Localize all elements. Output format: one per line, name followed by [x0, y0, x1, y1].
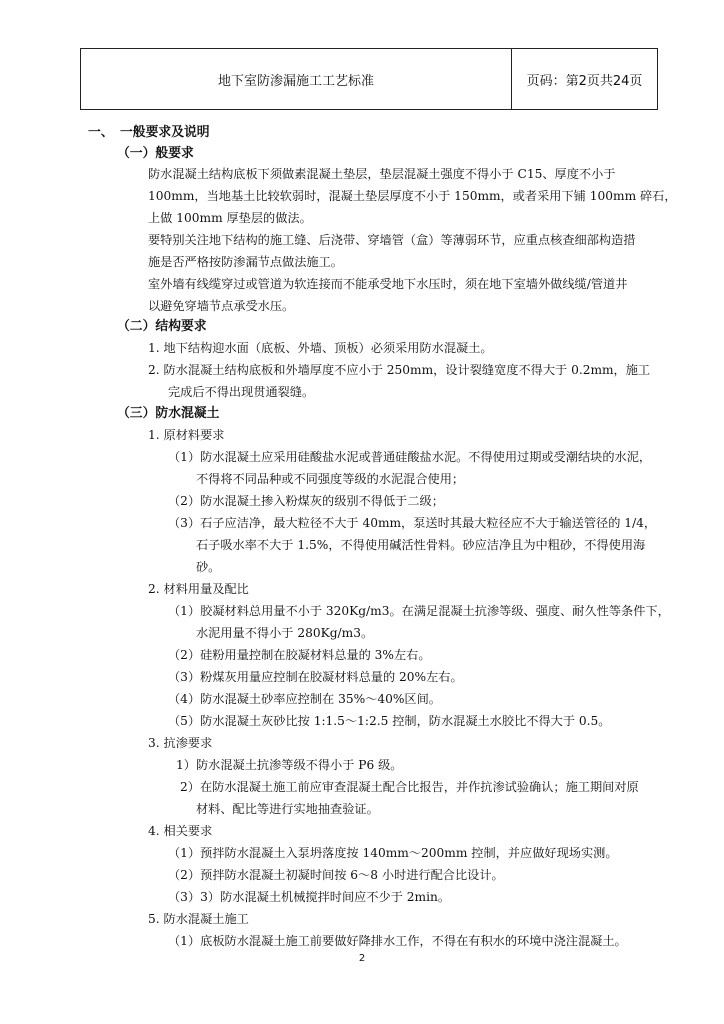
subsection-heading: （二）结构要求: [117, 319, 207, 334]
subsection-heading: （一）般要求: [117, 146, 194, 161]
paragraph-line: 室外墙有线缆穿过或管道为软连接而不能承受地下水压时，须在地下室墙外做线缆/管道井: [148, 277, 628, 291]
list-item: 5. 防水混凝土施工: [148, 912, 249, 926]
list-item: 2）在防水混凝土施工前应审查混凝土配合比报告，并作抗渗试验确认；施工期间对原: [180, 780, 639, 794]
list-item: 1. 地下结构迎水面（底板、外墙、顶板）必须采用防水混凝土。: [148, 341, 493, 355]
list-item: 1）防水混凝土抗渗等级不得小于 P6 级。: [176, 758, 403, 772]
section-number: 一、: [88, 125, 114, 140]
paragraph-line: 以避免穿墙节点承受水压。: [148, 299, 295, 313]
list-item: （3）3）防水混凝土机械搅拌时间应不少于 2min。: [168, 890, 451, 904]
list-item: 1. 原材料要求: [148, 428, 225, 442]
paragraph-line: 施是否严格按防渗漏节点做法施工。: [148, 255, 343, 269]
list-item-continuation: 材料、配比等进行实地抽查验证。: [196, 802, 379, 816]
list-item: （4）防水混凝土砂率应控制在 35%～40%区间。: [168, 692, 441, 706]
section-title: 一般要求及说明: [120, 125, 210, 140]
paragraph-line: 要特别关注地下结构的施工缝、后浇带、穿墙管（盒）等薄弱环节，应重点核查细部构造措: [148, 233, 636, 247]
paragraph-line: 100mm，当地基土比较软弱时，混凝土垫层厚度不小于 150mm，或者采用下铺 100mm 碎石，: [148, 189, 677, 203]
page-indicator: 页码：第2页共24页: [526, 73, 643, 89]
subsection-heading: （三）防水混凝土: [117, 406, 220, 421]
list-item-continuation: 完成后不得出现贯通裂缝。: [168, 385, 315, 399]
paragraph-line: 上做 100mm 厚垫层的做法。: [148, 211, 312, 225]
list-item: 2. 防水混凝土结构底板和外墙厚度不应小于 250mm，设计裂缝宽度不得大于 0.2mm，施工: [148, 363, 651, 377]
list-item-continuation: 水泥用量不得小于 280Kg/m3。: [196, 626, 374, 640]
document-title: 地下室防渗漏施工工艺标准: [81, 49, 512, 109]
list-item: （3）石子应洁净，最大粒径不大于 40mm，泵送时其最大粒径应不大于输送管径的 1/4，: [168, 516, 657, 530]
header-table: [80, 48, 658, 110]
list-item: （1）胶凝材料总用量不小于 320Kg/m3。在满足混凝土抗渗等级、强度、耐久性等条件下，: [168, 604, 670, 618]
list-item: 4. 相关要求: [148, 824, 213, 838]
list-item: 2. 材料用量及配比: [148, 582, 249, 596]
list-item: （2）硅粉用量控制在胶凝材料总量的 3%左右。: [168, 648, 431, 662]
page-number: 2: [358, 953, 366, 964]
list-item: （2）预拌防水混凝土初凝时间按 6～8 小时进行配合比设计。: [168, 868, 504, 882]
paragraph-line: 防水混凝土结构底板下须做素混凝土垫层，垫层混凝土强度不得小于 C15、厚度不小于: [148, 167, 616, 181]
list-item: 3. 抗渗要求: [148, 736, 213, 750]
list-item-continuation: 石子吸水率不大于 1.5%，不得使用碱活性骨料。砂应洁净且为中粗砂，不得使用海: [196, 538, 646, 552]
list-item: （1）底板防水混凝土施工前要做好降排水工作，不得在有积水的环境中浇注混凝土。: [168, 934, 627, 948]
list-item-continuation: 不得将不同品种或不同强度等级的水泥混合使用；: [196, 472, 465, 486]
list-item: （1）预拌防水混凝土入泵坍落度按 140mm～200mm 控制，并应做好现场实测。: [168, 846, 618, 860]
list-item: （2）防水混凝土掺入粉煤灰的级别不得低于二级；: [168, 494, 444, 508]
list-item-continuation: 砂。: [196, 560, 221, 574]
list-item: （5）防水混凝土灰砂比按 1:1.5～1:2.5 控制，防水混凝土水胶比不得大于 0.5。: [168, 714, 611, 728]
list-item: （1）防水混凝土应采用硅酸盐水泥或普通硅酸盐水泥。不得使用过期或受潮结块的水泥，: [168, 450, 652, 464]
list-item: （3）粉煤灰用量应控制在胶凝材料总量的 20%左右。: [168, 670, 463, 684]
